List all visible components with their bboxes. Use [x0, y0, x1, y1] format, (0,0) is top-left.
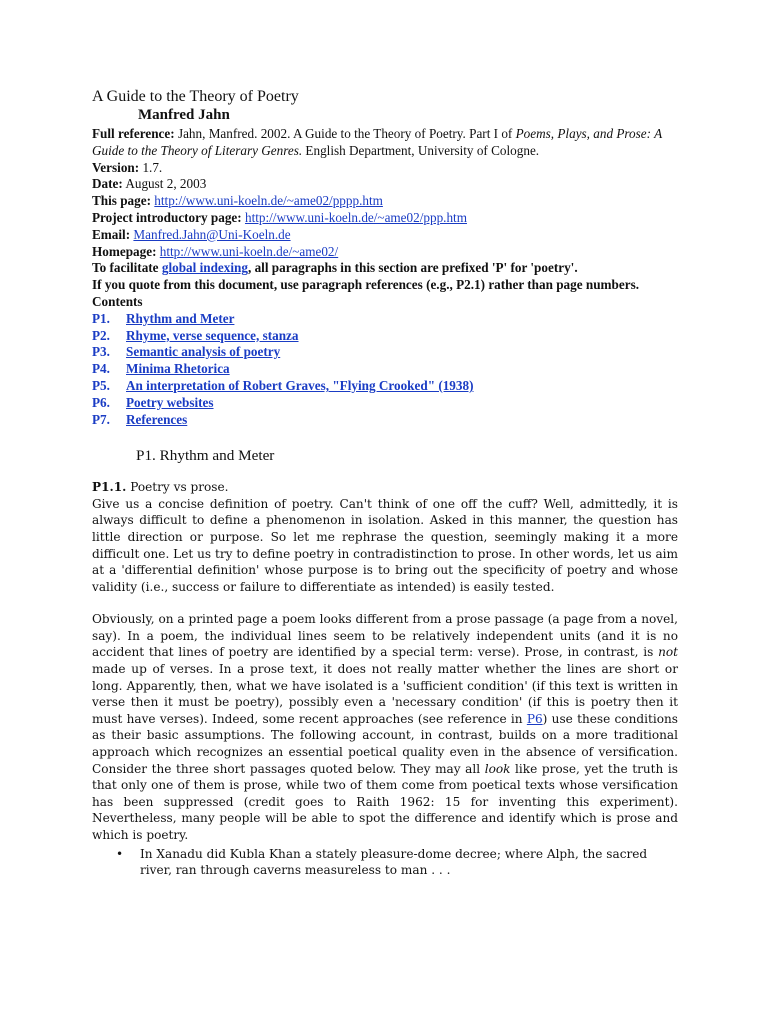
toc-link-p6[interactable]: [92, 395, 214, 412]
paragraph-2-look: look: [484, 761, 511, 776]
full-reference: [92, 126, 678, 160]
paragraph-spacer: [92, 595, 678, 611]
p6-reference-link[interactable]: P6: [526, 711, 543, 726]
version-label: Version:: [92, 159, 140, 175]
toc-number: P2.: [92, 327, 110, 343]
full-reference-italic: Poems, Plays, and Prose: A Guide to the Theory of Literary Genres.: [92, 126, 662, 158]
toc-link-p1[interactable]: [92, 311, 234, 328]
date-value: August 2, 2003: [122, 176, 207, 192]
toc-link-p4[interactable]: [92, 361, 230, 378]
homepage-label: Homepage:: [92, 243, 157, 259]
version-line: [92, 160, 678, 177]
email-link[interactable]: Manfred.Jahn@Uni-Koeln.de: [133, 226, 291, 242]
this-page-line: [92, 193, 678, 210]
paragraph-1: Give us a concise definition of poetry. Can't think of one off the cuff? Well, admittedly, it is always difficult to define a phenomenon in isolation. Asked in this manner, the question has little direction or purpose. So let me rephrase the question, seemingly making it a more difficult one. Let us try to define poetry in contradistinction to prose. In other words, let us aim at a 'differential definition' whose purpose is to bring out the specificity of poetry and whose validity (i.e., success or failure to differentiate as intended) is easily tested.: [92, 496, 678, 594]
toc-number: P4.: [92, 361, 110, 377]
passage-text: In Xanadu did Kubla Khan a stately pleasure-dome decree; where Alph, the sacred river, ran through caverns measureless to man . . .: [140, 846, 648, 878]
this-page-link[interactable]: http://www.uni-koeln.de/~ame02/pppp.htm: [154, 193, 383, 209]
date-line: [92, 176, 678, 193]
homepage-link[interactable]: http://www.uni-koeln.de/~ame02/: [159, 243, 339, 259]
toc-item: [92, 311, 678, 328]
intro-page-link[interactable]: http://www.uni-koeln.de/~ame02/ppp.htm: [244, 209, 467, 225]
this-page-label: This page:: [92, 193, 151, 209]
email-line: [92, 227, 678, 244]
list-item: [116, 846, 678, 879]
toc-link-p7[interactable]: [92, 412, 187, 429]
toc-number: P6.: [92, 394, 110, 410]
p1-1-title-line: [92, 479, 678, 496]
toc-link-p3[interactable]: [92, 344, 280, 361]
homepage-line: [92, 244, 678, 261]
toc-item: [92, 328, 678, 345]
toc-item: [92, 361, 678, 378]
full-reference-label: Full reference:: [92, 126, 175, 141]
bullet-icon: •: [116, 846, 124, 861]
toc-label: Minima Rhetorica: [126, 361, 230, 377]
global-indexing-link[interactable]: global indexing: [161, 260, 248, 276]
contents-heading: Contents: [92, 293, 143, 309]
paragraph-2-not: not: [658, 645, 678, 660]
document-body: [92, 87, 678, 879]
quote-note: If you quote from this document, use paragraph references (e.g., P2.1) rather than page numbers.: [92, 277, 640, 293]
paragraph-2-part-b: made up of verses. In a prose text, it does not really matter whether the lines are short or long. Apparently, then, what we have isolated is a 'sufficient condition' (if this text is written in verse then it must be poetry), possibly even a 'necessary condition' (if this is poetry then it must have verses). Indeed, some recent approaches (see reference in: [92, 662, 678, 726]
paragraph-2: [92, 611, 678, 843]
full-reference-text-post: English Department, University of Cologne.: [302, 142, 540, 158]
toc-item: [92, 378, 678, 395]
date-label: Date:: [92, 176, 123, 192]
section-heading: P1. Rhythm and Meter: [136, 447, 275, 465]
toc-item: [92, 344, 678, 361]
toc-number: P3.: [92, 344, 110, 360]
document-title: A Guide to the Theory of Poetry: [92, 88, 299, 105]
toc-label: Rhythm and Meter: [126, 310, 235, 326]
paragraph-2-part-d: like prose, yet the truth is that only one of them is prose, while two of them come from poetical texts whose versification has been suppressed (credit goes to Raith 1962: 15 for inventing this experiment). Nevertheless, many people will be able to spot the difference and identify which is prose and which is poetry.: [92, 761, 678, 843]
full-reference-text-pre: Jahn, Manfred. 2002. A Guide to the Theory of Poetry. Part I of: [174, 126, 516, 141]
toc-label: Poetry websites: [126, 394, 214, 410]
toc-link-p5[interactable]: [92, 378, 473, 395]
toc-label: An interpretation of Robert Graves, "Flying Crooked" (1938): [126, 377, 474, 393]
intro-page-line: [92, 210, 678, 227]
toc-label: Semantic analysis of poetry: [126, 344, 281, 360]
paragraph-2-part-c: ) use these conditions as their basic assumptions. The following account, in contrast, builds on a more traditional approach which recognizes an essential poetical quality even in the absence of versification. Consider the three short passages quoted below. They may all: [92, 711, 678, 776]
indexing-note-pre: To facilitate: [92, 260, 162, 276]
toc-number: P1.: [92, 310, 110, 326]
indexing-note-post: , all paragraphs in this section are prefixed 'P' for 'poetry'.: [247, 260, 578, 276]
document-author: Manfred Jahn: [138, 107, 230, 123]
paragraph-2-part-a: Obviously, on a printed page a poem looks different from a prose passage (a page from a novel, say). In a poem, the individual lines seem to be relatively independent units (and it is no accident that lines of poetry are identified by a special term: verse). Prose, in contrast, is: [92, 612, 678, 660]
version-value: 1.7.: [139, 159, 163, 175]
toc-number: P5.: [92, 377, 110, 393]
toc-number: P7.: [92, 411, 110, 427]
toc-item: [92, 412, 678, 429]
toc-link-p2[interactable]: [92, 328, 299, 345]
table-of-contents: [92, 311, 678, 429]
toc-label: Rhyme, verse sequence, stanza: [126, 327, 299, 343]
p1-1-title: Poetry vs prose.: [126, 480, 229, 495]
email-label: Email:: [92, 226, 131, 242]
intro-page-label: Project introductory page:: [92, 209, 242, 225]
toc-item: [92, 395, 678, 412]
p1-1-label: P1.1.: [92, 480, 127, 495]
passage-list: [92, 846, 678, 879]
indexing-note: [92, 260, 678, 277]
toc-label: References: [126, 411, 188, 427]
